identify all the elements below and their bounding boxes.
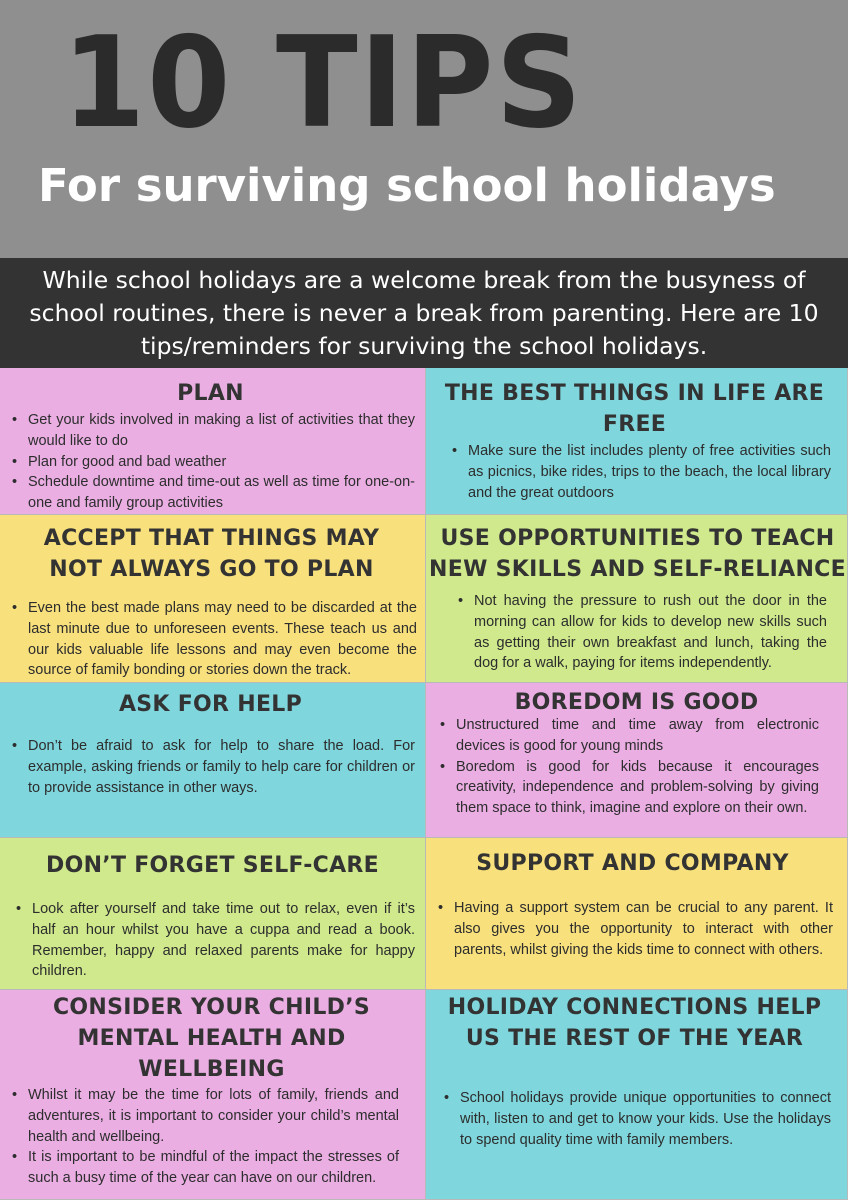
tip-title: HOLIDAY CONNECTIONS HELP US THE REST OF THE YEAR	[447, 995, 822, 1051]
tip-title: USE OPPORTUNITIES TO TEACH NEW SKILLS AND SELF-RELIANCE	[429, 526, 846, 582]
tip-bullets	[6, 1085, 399, 1189]
tip-title: ASK FOR HELP	[118, 692, 303, 717]
tip-title: BOREDOM IS GOOD	[514, 690, 759, 715]
page-subtitle: For surviving school holidays	[38, 159, 776, 212]
intro-text: While school holidays are a welcome break from the busyness of school routines, there is never a break from parenting. Here are 10 tips/reminders for surviving the school holidays.	[29, 265, 819, 360]
tip-bullet: • Get your kids involved in making a list of activities that they would like to do	[6, 410, 415, 452]
tip-bullet: • Having a support system can be crucial to any parent. It also gives you the opportunity to interact with other parents, whilst giving the kids time to connect with others.	[432, 898, 833, 960]
tip-bullets	[434, 715, 819, 819]
tip-bullets	[10, 899, 415, 982]
tip-bullet: • School holidays provide unique opportunities to connect with, listen to and get to know your kids. Use the holidays to spend quality time with family members.	[438, 1088, 831, 1150]
tip-bullets	[6, 598, 417, 681]
tip-bullets	[452, 591, 827, 674]
tip-bullets	[438, 1088, 831, 1150]
tip-title: CONSIDER YOUR CHILD’S MENTAL HEALTH AND WELLBEING	[52, 995, 371, 1082]
tip-bullet: • Schedule downtime and time-out as well as time for one-on-one and family group activities	[6, 472, 415, 514]
tip-ask-for-help	[0, 683, 426, 838]
tip-bullets	[6, 736, 415, 798]
tip-bullet: • Not having the pressure to rush out the door in the morning can allow for kids to develop new skills such as getting their own breakfast and lunch, taking the dog for a walk, paying for items independently.	[452, 591, 827, 674]
tip-child-mental-health	[0, 990, 426, 1200]
tip-title: DON’T FORGET SELF-CARE	[46, 853, 379, 878]
tip-bullet: • Look after yourself and take time out to relax, even if it’s half an hour whilst you have a cuppa and read a book. Remember, happy and relaxed parents make for happy children.	[10, 899, 415, 982]
tip-plan	[0, 368, 426, 515]
tip-bullet: • It is important to be mindful of the impact the stresses of such a busy time of the year can have on our children.	[6, 1147, 399, 1189]
tip-teach-skills	[426, 515, 848, 683]
tip-support-company	[426, 838, 848, 990]
tip-title: PLAN	[177, 381, 244, 406]
tip-bullets	[6, 410, 415, 514]
tip-title: ACCEPT THAT THINGS MAY NOT ALWAYS GO TO PLAN	[43, 526, 380, 582]
tip-bullets	[446, 441, 831, 503]
tip-bullet: • Make sure the list includes plenty of free activities such as picnics, bike rides, trips to the beach, the local library and the great outdoors	[446, 441, 831, 503]
tip-bullet: • Even the best made plans may need to be discarded at the last minute due to unforeseen events. These teach us and our kids valuable life lessons and may even become the source of family bonding or stories down the track.	[6, 598, 417, 681]
page-title: 10 TIPS	[62, 9, 584, 156]
header	[0, 0, 848, 258]
tip-best-things-free	[426, 368, 848, 515]
tip-title: SUPPORT AND COMPANY	[476, 851, 789, 876]
tip-bullet: • Boredom is good for kids because it encourages creativity, independence and problem-solving by giving them space to think, imagine and explore on their own.	[434, 757, 819, 819]
tip-title: THE BEST THINGS IN LIFE ARE FREE	[444, 381, 825, 437]
tip-bullet: • Whilst it may be the time for lots of family, friends and adventures, it is important to consider your child’s mental health and wellbeing.	[6, 1085, 399, 1147]
tip-bullet: • Unstructured time and time away from electronic devices is good for young minds	[434, 715, 819, 757]
tip-bullet: • Plan for good and bad weather	[6, 452, 415, 473]
intro-band	[0, 258, 848, 368]
tip-holiday-connections	[426, 990, 848, 1200]
tip-self-care	[0, 838, 426, 990]
tip-bullets	[432, 898, 833, 960]
tip-bullet: • Don’t be afraid to ask for help to share the load. For example, asking friends or family to help care for children or to provide assistance in other ways.	[6, 736, 415, 798]
tip-boredom-good	[426, 683, 848, 838]
tip-accept-plans	[0, 515, 426, 683]
